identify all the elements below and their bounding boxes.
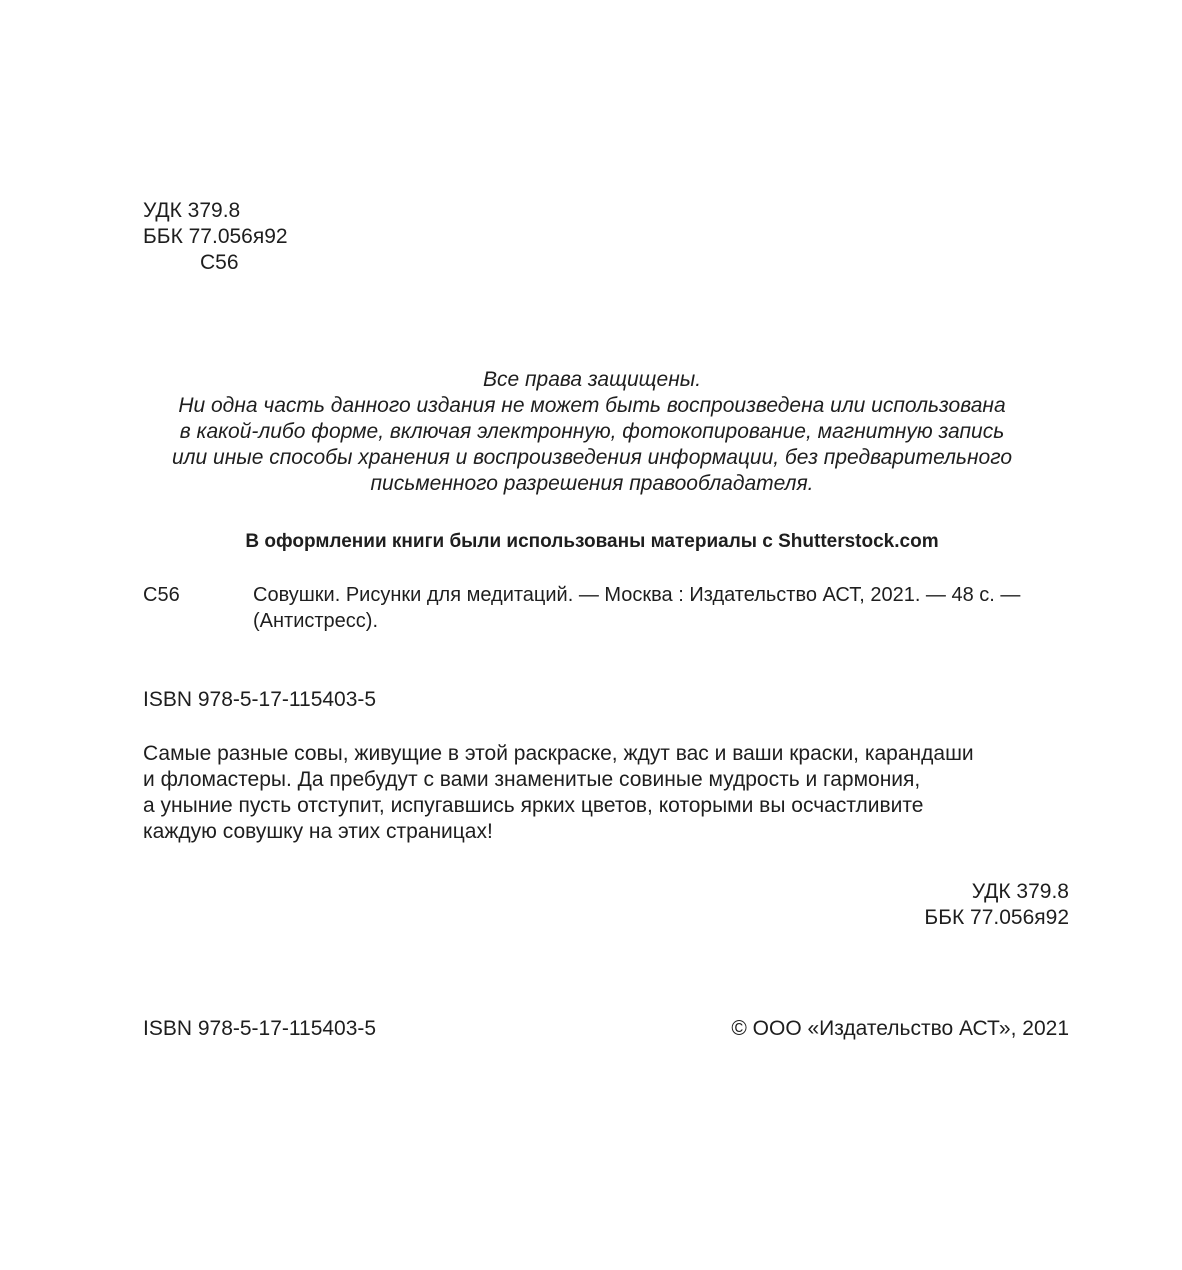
header-classification: [143, 198, 288, 276]
udk-code: УДК 379.8: [143, 199, 241, 222]
annotation-line: Самые разные совы, живущие в этой раскраске, ждут вас и ваши краски, карандаши: [143, 742, 974, 765]
udk-code: УДК 379.8: [971, 880, 1069, 903]
rights-line: или иные способы хранения и воспроизведения информации, без предварительного: [171, 446, 1013, 469]
bibliography-line: (Антистресс).: [253, 610, 378, 632]
rights-line: в какой-либо форме, включая электронную, фотокопирование, магнитную запись: [179, 420, 1005, 443]
isbn-bottom: ISBN 978-5-17-115403-5: [143, 1017, 377, 1040]
annotation-line: а уныние пусть отступит, испугавшись ярких цветов, которыми вы осчастливите: [143, 794, 924, 817]
annotation: [143, 741, 974, 845]
rights-line: Ни одна часть данного издания не может быть воспроизведена или использована: [178, 394, 1006, 417]
rights-line: письменного разрешения правообладателя.: [370, 472, 814, 495]
bbk-code: ББК 77.056я92: [143, 225, 288, 248]
footer-classification: [924, 879, 1069, 931]
bibliography-entry: [253, 582, 1073, 634]
annotation-line: и фломастеры. Да пребудут с вами знаменитые совиные мудрость и гармония,: [143, 768, 921, 791]
copyright-notice: © ООО «Издательство АСТ», 2021: [731, 1017, 1069, 1040]
bbk-code: ББК 77.056я92: [924, 906, 1069, 929]
author-mark: С56: [200, 251, 239, 274]
annotation-line: каждую совушку на этих страницах!: [143, 820, 493, 843]
rights-line: Все права защищены.: [482, 368, 702, 391]
materials-note: В оформлении книги были использованы материалы с Shutterstock.com: [245, 531, 939, 552]
rights-notice: [60, 367, 1124, 497]
bibliography-author-mark: С56: [143, 584, 180, 606]
isbn-top: ISBN 978-5-17-115403-5: [143, 688, 377, 711]
bibliography-line: Совушки. Рисунки для медитаций. — Москва : Издательство АСТ, 2021. — 48 с. —: [253, 584, 1021, 606]
